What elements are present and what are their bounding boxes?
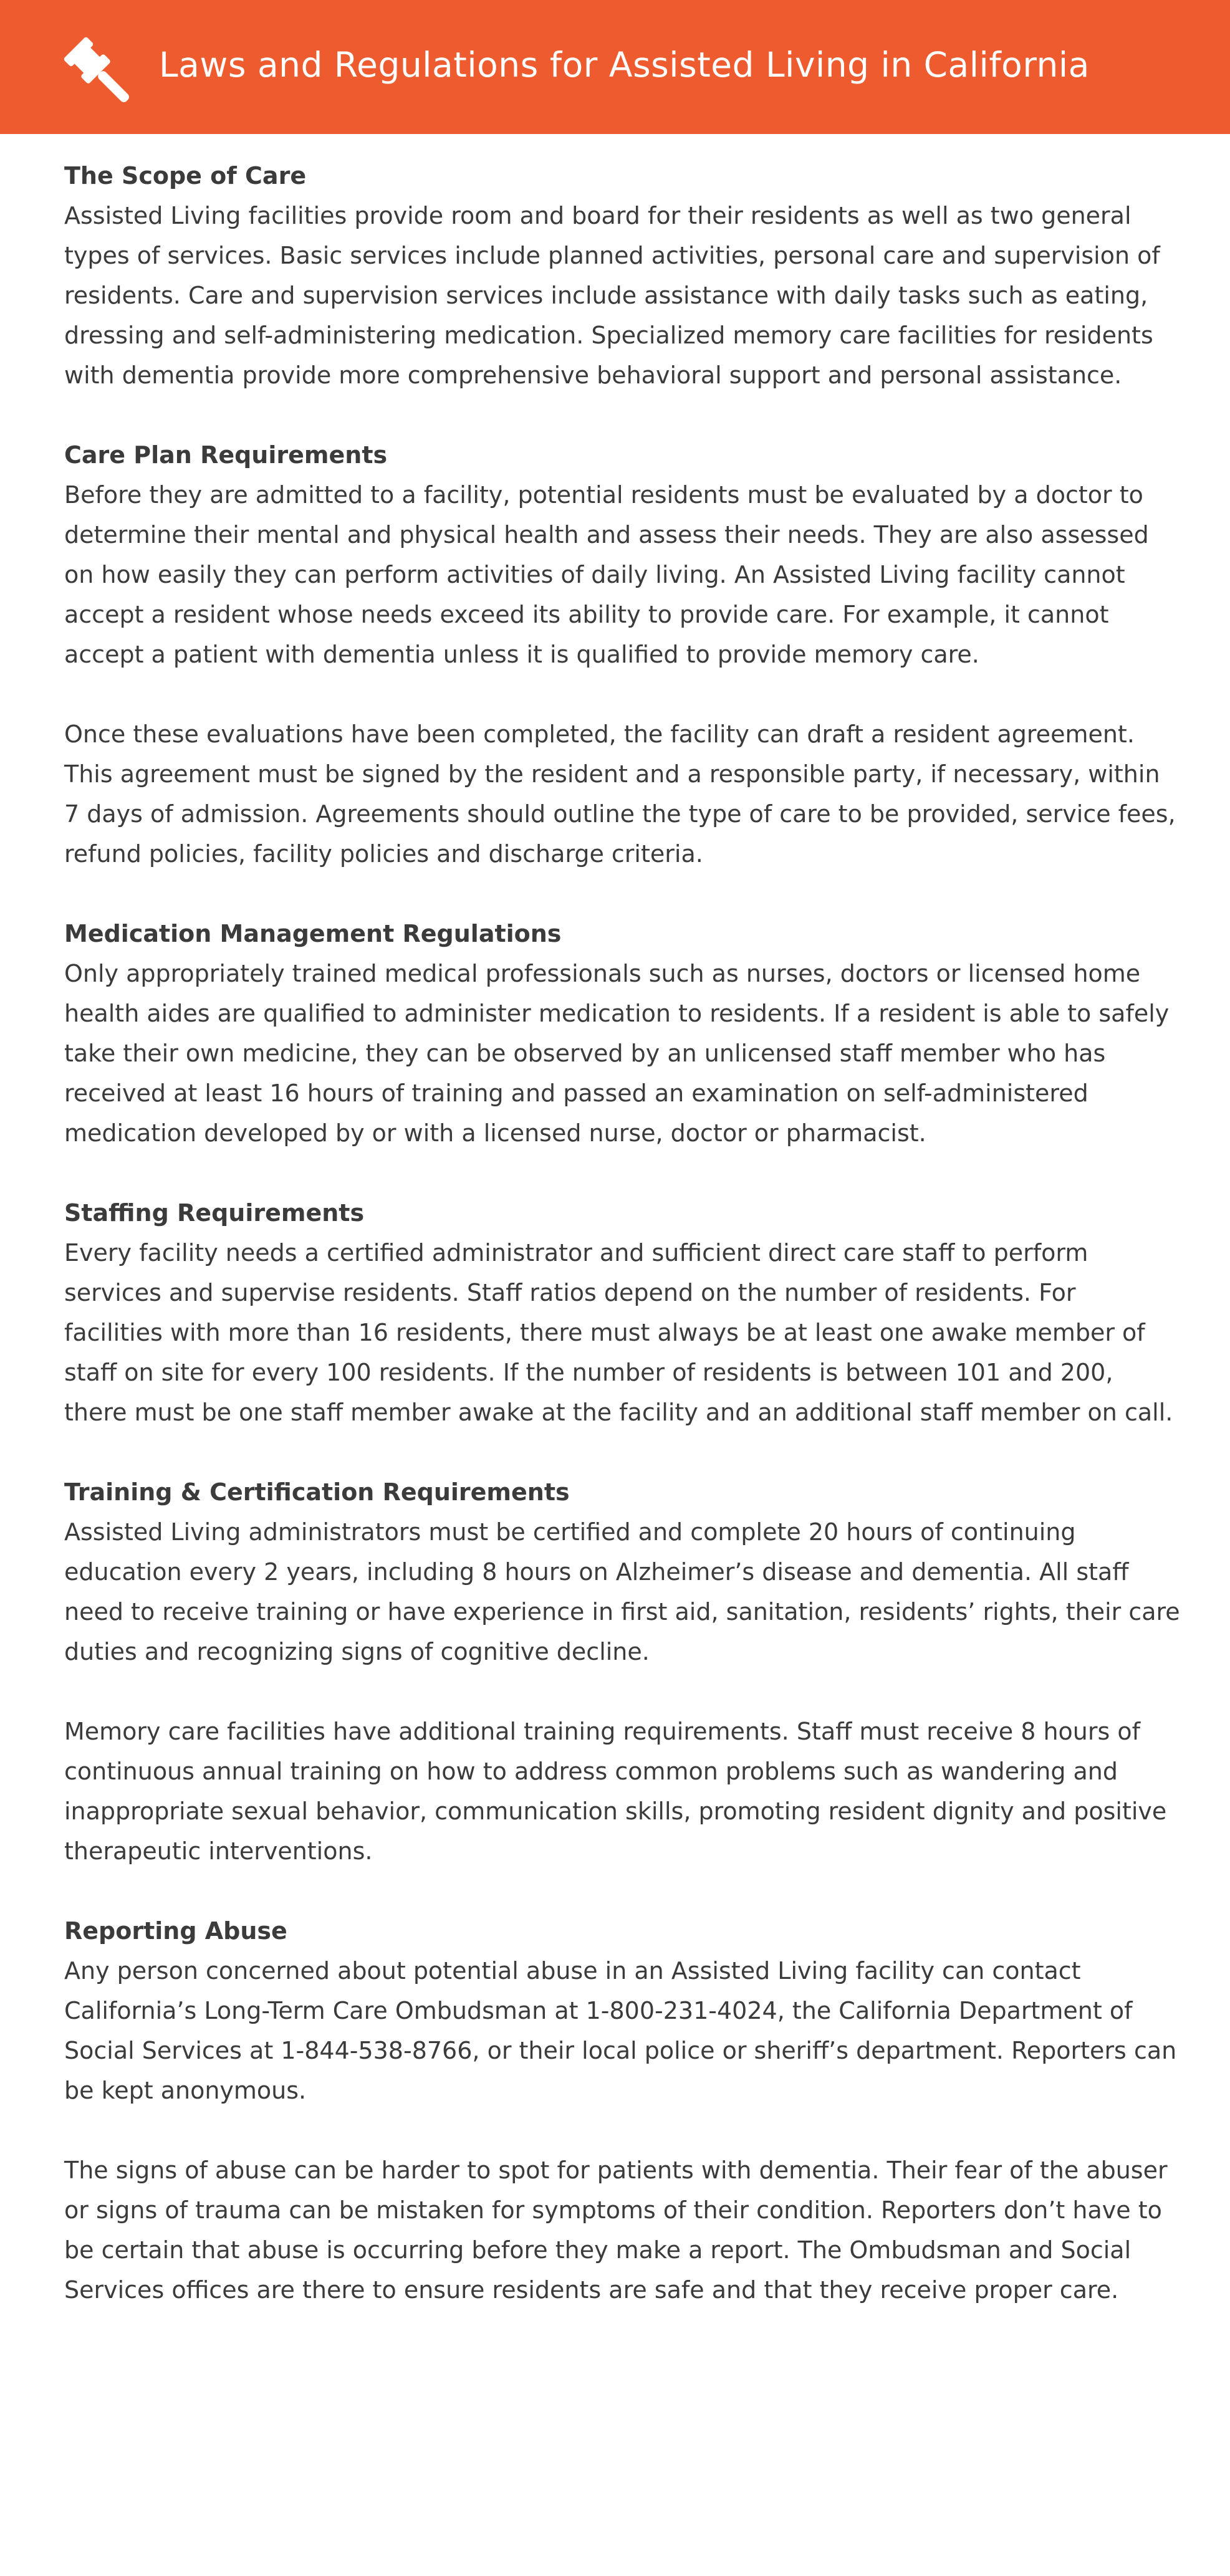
section-heading: Staffing Requirements	[64, 1199, 365, 1227]
page-title: Laws and Regulations for Assisted Living in California	[159, 45, 1090, 85]
section-heading: Medication Management Regulations	[64, 920, 562, 947]
section-paragraph: Memory care facilities have additional training requirements. Staff must receive 8 hours of continuous annual training on how to address common problems such as wandering and inappropriate sexual behavior, communication skills, promoting resident dignity and positive therapeutic interventions.	[64, 1718, 1167, 1865]
section-paragraph: Only appropriately trained medical professionals such as nurses, doctors or licensed home health aides are qualified to administer medication to residents. If a resident is able to safely take their own medicine, they can be observed by an unlicensed staff member who has received at least 16 hours of training and passed an examination on self-administered medication developed by or with a licensed nurse, doctor or pharmacist.	[64, 960, 1170, 1147]
section-staffing-requirements	[64, 1193, 1180, 1432]
section-paragraph: Any person concerned about potential abuse in an Assisted Living facility can contact California’s Long-Term Care Ombudsman at 1-800-231-4024, the California Department of Social Services at 1-844-538-8766, or their local police or sheriff’s department. Reporters can be kept anonymous.	[64, 1957, 1177, 2104]
page-header	[0, 0, 1230, 134]
section-heading: Reporting Abuse	[64, 1917, 287, 1945]
gavel-icon	[59, 32, 140, 113]
section-paragraph: The signs of abuse can be harder to spot for patients with dementia. Their fear of the abuser or signs of trauma can be mistaken for symptoms of their condition. Reporters don’t have to be certain that abuse is occurring before they make a report. The Ombudsman and Social Services offices are there to ensure residents are safe and that they receive proper care.	[64, 2157, 1168, 2304]
section-care-plan-requirements	[64, 435, 1180, 874]
section-reporting-abuse	[64, 1911, 1180, 2310]
section-paragraph: Assisted Living facilities provide room and board for their residents as well as two general types of services. Basic services include planned activities, personal care and supervision of residents. Care and supervision services include assistance with daily tasks such as eating, dressing and self-administering medication. Specialized memory care facilities for residents with dementia provide more comprehensive behavioral support and personal assistance.	[64, 202, 1160, 389]
section-paragraph: Once these evaluations have been completed, the facility can draft a resident agreement. This agreement must be signed by the resident and a responsible party, if necessary, within 7 days of admission. Agreements should outline the type of care to be provided, service fees, refund policies, facility policies and discharge criteria.	[64, 721, 1176, 868]
article-content	[64, 156, 1180, 2350]
section-paragraph: Before they are admitted to a facility, potential residents must be evaluated by a doctor to determine their mental and physical health and assess their needs. They are also assessed on how easily they can perform activities of daily living. An Assisted Living facility cannot accept a resident whose needs exceed its ability to provide care. For example, it cannot accept a patient with dementia unless it is qualified to provide memory care.	[64, 481, 1149, 668]
section-training-certification	[64, 1472, 1180, 1871]
section-heading: Training & Certification Requirements	[64, 1478, 570, 1506]
section-paragraph: Every facility needs a certified administrator and sufficient direct care staff to perform services and supervise residents. Staff ratios depend on the number of residents. For facilities with more than 16 residents, there must always be at least one awake member of staff on site for every 100 residents. If the number of residents is between 101 and 200, there must be one staff member awake at the facility and an additional staff member on call.	[64, 1239, 1173, 1426]
section-paragraph: Assisted Living administrators must be certified and complete 20 hours of continuing education every 2 years, including 8 hours on Alzheimer’s disease and dementia. All staff need to receive training or have experience in first aid, sanitation, residents’ rights, their care duties and recognizing signs of cognitive decline.	[64, 1518, 1180, 1665]
section-scope-of-care	[64, 156, 1180, 395]
section-heading: Care Plan Requirements	[64, 441, 388, 469]
section-heading: The Scope of Care	[64, 162, 307, 189]
section-medication-management	[64, 914, 1180, 1153]
